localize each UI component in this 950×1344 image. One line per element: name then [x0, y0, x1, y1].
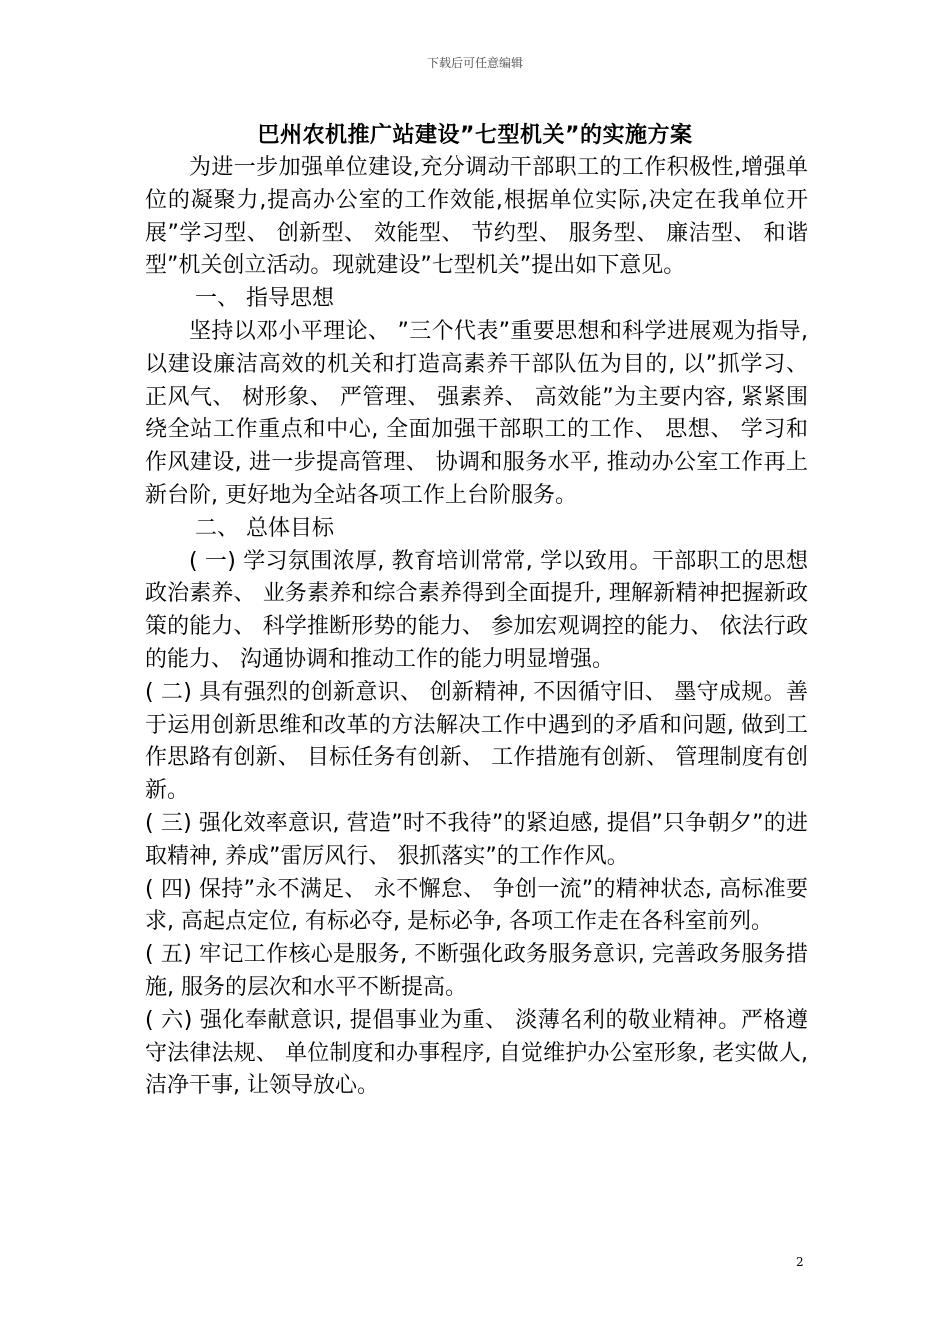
document-body [145, 152, 808, 1103]
goal-item-5: ( 五) 牢记工作核心是服务, 不断强化政务服务意识, 完善政务服务措施, 服务的层次和水平不断提高。 [145, 942, 808, 1000]
goal-item-1: ( 一) 学习氛围浓厚, 教育培训常常, 学以致用。干部职工的思想政治素养、 业务素养和综合素养得到全面提升, 理解新精神把握新政策的能力、 科学推断形势的能力、 参加宏观调控的能力、 依法行政的能力、 沟通协调和推动工作的能力明显增强。 [145, 548, 808, 672]
goal-item-2: ( 二) 具有强烈的创新意识、 创新精神, 不因循守旧、 墨守成规。善于运用创新思维和改革的方法解决工作中遇到的矛盾和问题, 做到工作思路有创新、 目标任务有创新、 工作措施有创新、 管理制度有创新。 [145, 679, 808, 804]
page-number: 2 [796, 1255, 804, 1269]
goal-item-4: ( 四) 保持”永不满足、 永不懈怠、 争创一流”的精神状态, 高标准要求, 高起点定位, 有标必夺, 是标必争, 各项工作走在各科室前列。 [145, 876, 808, 935]
header-note: 下载后可任意编辑 [426, 56, 523, 70]
section-heading-overall-goals: 二、 总体目标 [195, 515, 334, 541]
intro-paragraph: 为进一步加强单位建设,充分调动干部职工的工作积极性,增强单位的凝聚力,提高办公室的工作效能,根据单位实际,决定在我单位开展”学习型、 创新型、 效能型、 节约型、 服务型、 廉洁型、 和谐型”机关创立活动。现就建设”七型机关”提出如下意见。 [145, 155, 808, 279]
section-heading-guiding-ideology: 一、 指导思想 [195, 286, 334, 312]
goal-item-6: ( 六) 强化奉献意识, 提倡事业为重、 淡薄名利的敬业精神。严格遵守法律法规、 单位制度和办事程序, 自觉维护办公室形象, 老实做人, 洁净干事, 让领导放心。 [145, 1007, 808, 1099]
document-title: 巴州农机推广站建设”七型机关”的实施方案 [257, 123, 693, 148]
guiding-ideology-paragraph: 坚持以邓小平理论、 ”三个代表”重要思想和科学进展观为指导, 以建设廉洁高效的机关和打造高素养干部队伍为目的, 以”抓学习、 正风气、 树形象、 严管理、 强素养、 高效能”为主要内容, 紧紧围绕全站工作重点和中心, 全面加强干部职工的工作、 思想、 学习和作风建设, 进一步提高管理、 协调和服务水平, 推动办公室工作再上新台阶, 更好地为全站各项工作上台阶服务。 [145, 318, 808, 508]
goal-item-3: ( 三) 强化效率意识, 营造”时不我待”的紧迫感, 提倡”只争朝夕”的进取精神, 养成”雷厉风行、 狠抓落实”的工作作风。 [145, 810, 808, 869]
